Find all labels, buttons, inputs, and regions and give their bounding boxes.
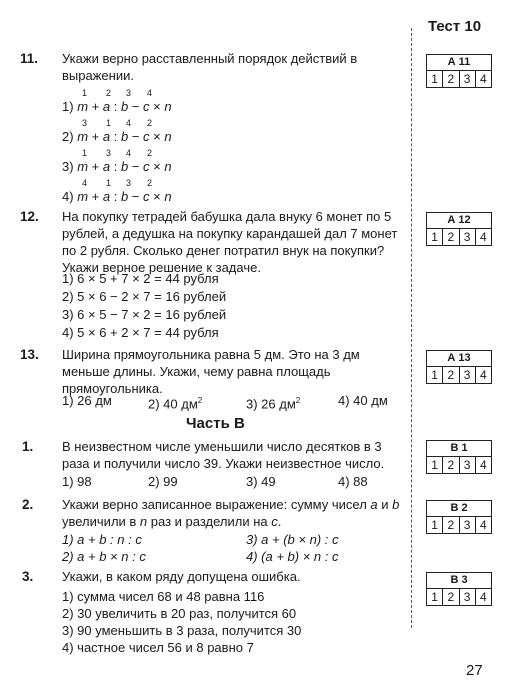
box-label: А 11 xyxy=(427,55,491,71)
option-label: 4) xyxy=(62,189,74,204)
option-2: 2) 5 × 6 − 2 × 7 = 16 рублей xyxy=(62,289,227,304)
option-2: 2) 30 увеличить в 20 раз, получится 60 xyxy=(62,606,297,621)
order-number: 1 xyxy=(82,88,88,98)
order-number: 4 xyxy=(82,178,88,188)
question-13 xyxy=(20,346,410,412)
page-number: 27 xyxy=(466,662,483,679)
text-part: увеличили в xyxy=(62,514,140,529)
answer-cell[interactable]: 4 xyxy=(480,458,487,472)
box-label: В 3 xyxy=(427,573,491,589)
question-text: В неизвестном числе уменьшили число десятков в 3 раза и получили число 39. Укажи неизвестное число. xyxy=(62,439,385,471)
answer-box-b2 xyxy=(426,500,492,534)
text-part: и xyxy=(377,497,393,512)
question-number: 2. xyxy=(22,497,34,512)
answer-cell[interactable]: 2 xyxy=(443,517,459,533)
question-number: 3. xyxy=(22,569,34,584)
answer-cell[interactable]: 4 xyxy=(480,590,487,604)
answer-cell[interactable]: 3 xyxy=(460,517,476,533)
part-title: Часть В xyxy=(186,415,245,432)
option-4: 4) частное чисел 56 и 8 равно 7 xyxy=(62,640,254,655)
answer-cell[interactable]: 3 xyxy=(460,71,476,87)
question-number: 13. xyxy=(20,347,39,362)
question-12 xyxy=(20,208,410,338)
order-number: 4 xyxy=(126,148,132,158)
variable: c xyxy=(271,514,278,529)
answer-cell[interactable]: 2 xyxy=(443,229,459,245)
answer-box-a11 xyxy=(426,54,492,88)
answer-cell[interactable]: 1 xyxy=(427,457,443,473)
question-11: 11. Укажи верно расставленный порядок действий в выражении. 1 2 3 4 1) m + a : b − c × n 3 1 4 2 2) m + a : b − c × n 1 3 4 2 3) m + a : b − c × n 4 1 3 2 4) m + a : b − c × n xyxy=(20,50,410,200)
answer-cell[interactable]: 3 xyxy=(460,367,476,383)
option-4: 4) (a + b) × n : c xyxy=(246,549,339,564)
answer-cell[interactable]: 1 xyxy=(427,517,443,533)
option-3: 3) 6 × 5 − 7 × 2 = 16 рублей xyxy=(62,307,227,322)
option-1: 1) a + b : n : c xyxy=(62,532,142,547)
answer-cell[interactable]: 2 xyxy=(443,367,459,383)
option-1: 1) 26 дм xyxy=(62,393,112,408)
question-number: 12. xyxy=(20,209,39,224)
answer-cell[interactable]: 4 xyxy=(480,368,487,382)
order-number: 3 xyxy=(106,148,112,158)
option-3: 3) 90 уменьшить в 3 раза, получится 30 xyxy=(62,623,302,638)
box-label: А 13 xyxy=(427,351,491,367)
option-2: 2) a + b × n : c xyxy=(62,549,146,564)
text-part: . xyxy=(277,514,282,529)
answer-cell[interactable]: 4 xyxy=(480,230,487,244)
superscript: 2 xyxy=(197,396,203,405)
option-1: 1) 98 xyxy=(62,474,92,489)
answer-cell[interactable]: 4 xyxy=(480,72,487,86)
order-number: 2 xyxy=(147,118,153,128)
option-3 xyxy=(246,392,300,412)
text-part: Укажи верно записанное выражение: сумму чисел xyxy=(62,497,371,512)
option-label: 1) xyxy=(62,99,74,114)
order-number: 3 xyxy=(126,88,132,98)
option-3: 3) a + (b × n) : c xyxy=(246,532,339,547)
order-number: 2 xyxy=(147,148,153,158)
variable: b xyxy=(392,497,400,512)
question-text: Укажи, в каком ряду допущена ошибка. xyxy=(62,569,301,584)
option-4: 4) 40 дм xyxy=(338,393,388,408)
answer-cell[interactable]: 2 xyxy=(443,589,459,605)
order-number: 1 xyxy=(82,148,88,158)
option-3: 3) 49 xyxy=(246,474,276,489)
answer-cell[interactable]: 2 xyxy=(443,457,459,473)
order-number: 2 xyxy=(147,178,153,188)
option-1: 1) 6 × 5 + 7 × 2 = 44 рубля xyxy=(62,271,219,286)
answer-box-a12 xyxy=(426,212,492,246)
order-number: 1 xyxy=(106,118,112,128)
order-number: 3 xyxy=(82,118,88,128)
variable: a xyxy=(370,497,378,512)
option-4: 4) 88 xyxy=(338,474,368,489)
answer-cell[interactable]: 1 xyxy=(427,589,443,605)
box-label: В 2 xyxy=(427,501,491,517)
test-title: Тест 10 xyxy=(428,18,482,35)
superscript: 2 xyxy=(295,396,301,405)
variable: n xyxy=(139,514,148,529)
answer-cell[interactable]: 4 xyxy=(480,518,487,532)
answer-cell[interactable]: 3 xyxy=(460,589,476,605)
question-b3 xyxy=(20,568,410,653)
dashed-divider xyxy=(411,28,412,628)
order-number: 3 xyxy=(126,178,132,188)
option-text: 3) 26 дм xyxy=(246,396,296,412)
answer-box-a13 xyxy=(426,350,492,384)
question-text: На покупку тетрадей бабушка дала внуку 6 монет по 5 рублей, а дедушка на покупку карандашей дал 7 монет по 2 рубля. Сколько денег потратил внук на покупки? Укажи верное решение к задаче. xyxy=(62,209,398,275)
text-part: раз и разделили на xyxy=(147,514,272,529)
box-label: В 1 xyxy=(427,441,491,457)
order-number: 1 xyxy=(106,178,112,188)
answer-cell[interactable]: 1 xyxy=(427,367,443,383)
option-2 xyxy=(148,392,202,412)
question-text xyxy=(62,496,407,530)
answer-cell[interactable]: 2 xyxy=(443,71,459,87)
question-b1 xyxy=(20,438,410,493)
answer-cell[interactable]: 3 xyxy=(460,457,476,473)
question-number: 11. xyxy=(20,51,39,66)
answer-cell[interactable]: 1 xyxy=(427,71,443,87)
option-2: 2) 99 xyxy=(148,474,178,489)
order-number: 2 xyxy=(106,88,112,98)
question-number: 1. xyxy=(22,439,34,454)
order-number: 4 xyxy=(147,88,153,98)
question-b2 xyxy=(20,496,410,564)
answer-box-b1 xyxy=(426,440,492,474)
order-number: 4 xyxy=(126,118,132,128)
answer-cell[interactable]: 3 xyxy=(460,229,476,245)
question-text: Укажи верно расставленный порядок действий в выражении. xyxy=(62,51,358,83)
option-4: 4) 5 × 6 + 2 × 7 = 44 рубля xyxy=(62,325,219,340)
question-text: Ширина прямоугольника равна 5 дм. Это на 3 дм меньше длины. Укажи, чему равна площадь прямоугольника. xyxy=(62,347,360,396)
option-text: 2) 40 дм xyxy=(148,396,198,412)
box-label: А 12 xyxy=(427,213,491,229)
option-label: 3) xyxy=(62,159,74,174)
answer-cell[interactable]: 1 xyxy=(427,229,443,245)
option-1: 1) сумма чисел 68 и 48 равна 116 xyxy=(62,589,265,604)
option-label: 2) xyxy=(62,129,74,144)
answer-box-b3 xyxy=(426,572,492,606)
